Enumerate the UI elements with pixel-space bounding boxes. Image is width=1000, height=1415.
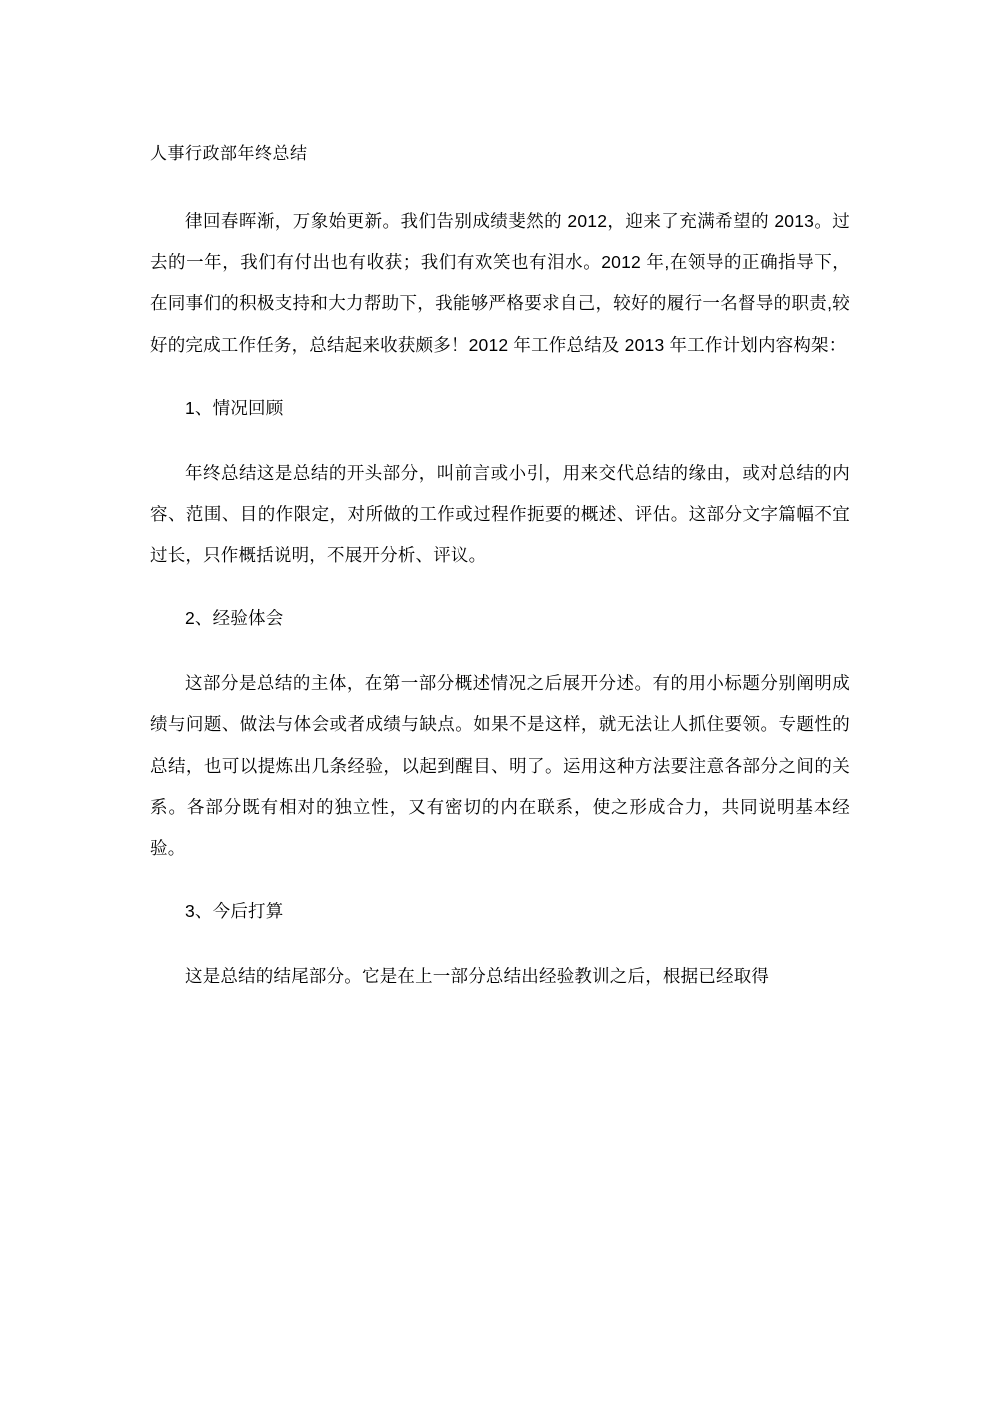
section-body-3: 这是总结的结尾部分。它是在上一部分总结出经验教训之后，根据已经取得 [185, 966, 770, 987]
section-heading-2: 2、经验体会 [185, 608, 284, 629]
section-heading-3: 3、今后打算 [185, 900, 284, 921]
section-body-1: 年终总结这是总结的开头部分，叫前言或小引，用来交代总结的缘由，或对总结的内容、范围、目的作限定，对所做的工作或过程作扼要的概述、评估。这部分文字篇幅不宜过长，只作概括说明，不展开分析、评议。 [150, 462, 850, 566]
section-body-2: 这部分是总结的主体，在第一部分概述情况之后展开分述。有的用小标题分别阐明成绩与问题、做法与体会或者成绩与缺点。如果不是这样，就无法让人抓住要领。专题性的总结，也可以提炼出几条经验，以起到醒目、明了。运用这种方法要注意各部分之间的关系。各部分既有相对的独立性，又有密切的内在联系，使之形成合力，共同说明基本经验。 [150, 673, 850, 858]
section-heading-1: 1、情况回顾 [185, 397, 284, 418]
document-title: 人事行政部年终总结 [150, 144, 308, 163]
paragraph-intro: 律回春晖渐，万象始更新。我们告别成绩斐然的 2012，迎来了充满希望的 2013。过去的一年，我们有付出也有收获；我们有欢笑也有泪水。2012 年,在领导的正确指导下，在同事们的积极支持和大力帮助下，我能够严格要求自己，较好的履行一名督导的职责,较好的完成工作任务，总结起来收获颇多！2012 年工作总结及 2013 年工作计划内容构架： [150, 211, 850, 355]
